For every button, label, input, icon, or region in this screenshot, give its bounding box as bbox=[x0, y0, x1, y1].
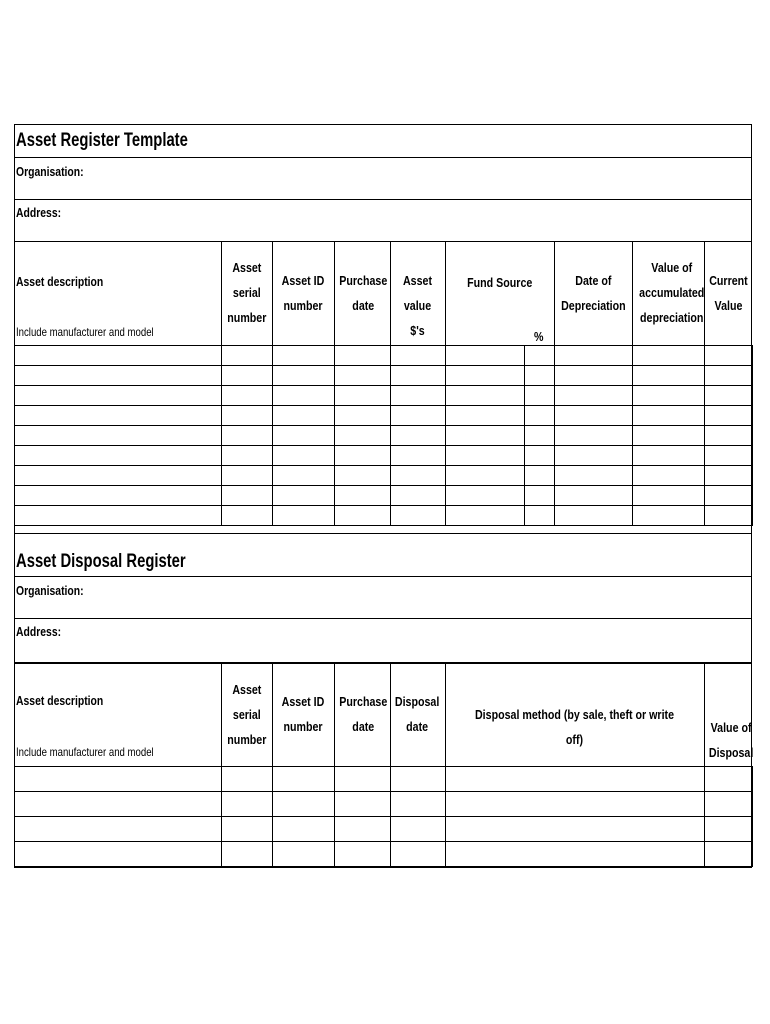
asset-disposal-cell[interactable] bbox=[15, 842, 222, 867]
divider bbox=[334, 241, 335, 345]
divider bbox=[272, 662, 273, 766]
asset-register-cell[interactable] bbox=[391, 506, 446, 526]
asset-register-row bbox=[15, 346, 753, 366]
asset-register-cell[interactable] bbox=[555, 466, 633, 486]
col-asset-value: Asset value $'s bbox=[402, 273, 433, 338]
asset-register-cell[interactable] bbox=[273, 446, 335, 466]
col-asset-description: Asset description bbox=[16, 274, 104, 289]
col-date-of-depreciation: Date of Depreciation bbox=[561, 273, 626, 313]
col-purchase-date: Purchase date bbox=[339, 273, 388, 313]
asset-register-cell[interactable] bbox=[705, 466, 753, 486]
asset-register-cell[interactable] bbox=[705, 366, 753, 386]
asset-disposal-title: Asset Disposal Register bbox=[16, 551, 186, 572]
divider bbox=[14, 662, 752, 664]
asset-register-cell[interactable] bbox=[15, 446, 222, 466]
asset-register-cell[interactable] bbox=[446, 426, 525, 446]
asset-register-cell[interactable] bbox=[273, 506, 335, 526]
asset-register-cell[interactable] bbox=[633, 346, 705, 366]
asset-disposal-cell[interactable] bbox=[446, 842, 705, 867]
asset-register-cell[interactable] bbox=[555, 486, 633, 506]
divider bbox=[14, 241, 752, 242]
asset-register-row bbox=[15, 426, 753, 446]
disposal-col-asset-serial-number: Asset serial number bbox=[226, 682, 267, 747]
asset-register-cell[interactable] bbox=[222, 346, 273, 366]
asset-register-cell[interactable] bbox=[555, 406, 633, 426]
asset-register-cell[interactable] bbox=[335, 506, 391, 526]
asset-disposal-cell[interactable] bbox=[391, 842, 446, 867]
disposal-col-disposal-date: Disposal date bbox=[395, 694, 440, 734]
asset-disposal-cell[interactable] bbox=[446, 792, 705, 817]
asset-disposal-cell[interactable] bbox=[222, 817, 273, 842]
divider bbox=[704, 662, 705, 766]
divider bbox=[14, 157, 752, 158]
asset-disposal-cell[interactable] bbox=[705, 792, 753, 817]
address-label: Address: bbox=[16, 205, 62, 220]
asset-register-cell[interactable] bbox=[555, 446, 633, 466]
asset-register-cell[interactable] bbox=[555, 506, 633, 526]
divider bbox=[14, 618, 752, 619]
asset-register-cell[interactable] bbox=[633, 406, 705, 426]
asset-register-cell[interactable] bbox=[705, 506, 753, 526]
asset-disposal-cell[interactable] bbox=[391, 767, 446, 792]
asset-disposal-cell[interactable] bbox=[335, 792, 391, 817]
asset-disposal-cell[interactable] bbox=[705, 817, 753, 842]
asset-register-cell[interactable] bbox=[525, 406, 555, 426]
divider bbox=[445, 662, 446, 766]
col-current-value: Current Value bbox=[708, 273, 748, 313]
asset-disposal-table bbox=[14, 766, 753, 867]
asset-disposal-cell[interactable] bbox=[446, 817, 705, 842]
asset-register-cell[interactable] bbox=[525, 466, 555, 486]
asset-register-cell[interactable] bbox=[446, 406, 525, 426]
divider bbox=[390, 662, 391, 766]
col-asset-description-note: Include manufacturer and model bbox=[16, 325, 154, 339]
asset-disposal-cell[interactable] bbox=[391, 817, 446, 842]
col-fund-source: Fund Source bbox=[466, 275, 533, 290]
asset-disposal-cell[interactable] bbox=[335, 817, 391, 842]
asset-register-cell[interactable] bbox=[222, 406, 273, 426]
asset-register-cell[interactable] bbox=[633, 506, 705, 526]
asset-register-cell[interactable] bbox=[555, 426, 633, 446]
divider bbox=[14, 199, 752, 200]
asset-disposal-cell[interactable] bbox=[15, 792, 222, 817]
col-value-accumulated-depreciation: Value of accumulated depreciation bbox=[639, 260, 705, 325]
asset-register-cell[interactable] bbox=[222, 486, 273, 506]
divider bbox=[632, 241, 633, 345]
asset-register-cell[interactable] bbox=[335, 486, 391, 506]
col-asset-id-number: Asset ID number bbox=[281, 273, 325, 313]
asset-register-cell[interactable] bbox=[525, 446, 555, 466]
disposal-col-value-of-disposal: Value of Disposal bbox=[708, 720, 754, 760]
asset-register-cell[interactable] bbox=[525, 346, 555, 366]
asset-register-cell[interactable] bbox=[391, 406, 446, 426]
asset-register-cell[interactable] bbox=[15, 386, 222, 406]
asset-register-row bbox=[15, 506, 753, 526]
asset-register-cell[interactable] bbox=[555, 346, 633, 366]
disposal-organisation-label: Organisation: bbox=[16, 583, 84, 598]
asset-register-row bbox=[15, 406, 753, 426]
asset-register-cell[interactable] bbox=[446, 366, 525, 386]
asset-register-cell[interactable] bbox=[222, 426, 273, 446]
asset-register-cell[interactable] bbox=[391, 386, 446, 406]
asset-disposal-cell[interactable] bbox=[222, 792, 273, 817]
col-asset-serial-number: Asset serial number bbox=[226, 260, 267, 325]
asset-disposal-cell[interactable] bbox=[705, 767, 753, 792]
asset-register-cell[interactable] bbox=[391, 486, 446, 506]
asset-register-cell[interactable] bbox=[446, 446, 525, 466]
asset-register-cell[interactable] bbox=[705, 446, 753, 466]
asset-register-cell[interactable] bbox=[633, 366, 705, 386]
asset-register-cell[interactable] bbox=[222, 466, 273, 486]
divider bbox=[554, 241, 555, 345]
asset-disposal-row bbox=[15, 767, 753, 792]
asset-register-cell[interactable] bbox=[15, 466, 222, 486]
asset-disposal-row bbox=[15, 817, 753, 842]
asset-register-cell[interactable] bbox=[446, 466, 525, 486]
asset-register-cell[interactable] bbox=[335, 406, 391, 426]
asset-register-cell[interactable] bbox=[633, 446, 705, 466]
asset-disposal-row bbox=[15, 792, 753, 817]
asset-register-row bbox=[15, 466, 753, 486]
asset-disposal-cell[interactable] bbox=[705, 842, 753, 867]
asset-disposal-cell[interactable] bbox=[446, 767, 705, 792]
asset-register-cell[interactable] bbox=[15, 366, 222, 386]
asset-disposal-cell[interactable] bbox=[273, 767, 335, 792]
asset-register-cell[interactable] bbox=[273, 406, 335, 426]
asset-register-cell[interactable] bbox=[391, 446, 446, 466]
divider bbox=[272, 241, 273, 345]
divider bbox=[221, 241, 222, 345]
asset-disposal-cell[interactable] bbox=[15, 817, 222, 842]
divider bbox=[14, 576, 752, 577]
asset-register-row bbox=[15, 446, 753, 466]
asset-register-cell[interactable] bbox=[391, 366, 446, 386]
asset-register-cell[interactable] bbox=[705, 486, 753, 506]
asset-register-cell[interactable] bbox=[525, 386, 555, 406]
disposal-col-asset-description: Asset description bbox=[16, 693, 104, 708]
asset-register-cell[interactable] bbox=[273, 486, 335, 506]
asset-register-cell[interactable] bbox=[391, 346, 446, 366]
asset-register-cell[interactable] bbox=[15, 486, 222, 506]
asset-register-cell[interactable] bbox=[555, 366, 633, 386]
asset-register-cell[interactable] bbox=[446, 386, 525, 406]
asset-register-cell[interactable] bbox=[15, 426, 222, 446]
asset-register-cell[interactable] bbox=[525, 486, 555, 506]
organisation-label: Organisation: bbox=[16, 164, 84, 179]
asset-disposal-cell[interactable] bbox=[15, 767, 222, 792]
asset-register-cell[interactable] bbox=[15, 406, 222, 426]
asset-register-cell[interactable] bbox=[222, 366, 273, 386]
asset-register-cell[interactable] bbox=[273, 366, 335, 386]
disposal-col-disposal-method: Disposal method (by sale, theft or write off) bbox=[474, 707, 675, 747]
asset-register-cell[interactable] bbox=[705, 386, 753, 406]
asset-register-cell[interactable] bbox=[222, 506, 273, 526]
asset-register-cell[interactable] bbox=[633, 426, 705, 446]
disposal-col-purchase-date: Purchase date bbox=[339, 694, 388, 734]
disposal-address-label: Address: bbox=[16, 624, 62, 639]
asset-register-cell[interactable] bbox=[705, 426, 753, 446]
divider bbox=[390, 241, 391, 345]
divider bbox=[704, 241, 705, 345]
asset-register-row bbox=[15, 486, 753, 506]
asset-register-cell[interactable] bbox=[273, 386, 335, 406]
asset-register-cell[interactable] bbox=[391, 466, 446, 486]
asset-register-cell[interactable] bbox=[273, 466, 335, 486]
asset-register-cell[interactable] bbox=[633, 466, 705, 486]
asset-register-cell[interactable] bbox=[555, 386, 633, 406]
asset-register-cell[interactable] bbox=[335, 386, 391, 406]
asset-register-row bbox=[15, 386, 753, 406]
asset-register-cell[interactable] bbox=[633, 486, 705, 506]
asset-disposal-cell[interactable] bbox=[391, 792, 446, 817]
asset-register-row bbox=[15, 366, 753, 386]
disposal-col-asset-id-number: Asset ID number bbox=[281, 694, 325, 734]
asset-disposal-row bbox=[15, 842, 753, 867]
asset-register-cell[interactable] bbox=[273, 346, 335, 366]
divider bbox=[221, 662, 222, 766]
asset-register-cell[interactable] bbox=[335, 446, 391, 466]
asset-register-cell[interactable] bbox=[446, 346, 525, 366]
asset-disposal-cell[interactable] bbox=[335, 842, 391, 867]
asset-register-cell[interactable] bbox=[705, 406, 753, 426]
asset-register-cell[interactable] bbox=[633, 386, 705, 406]
asset-register-table bbox=[14, 345, 753, 526]
asset-disposal-cell[interactable] bbox=[222, 842, 273, 867]
asset-register-title: Asset Register Template bbox=[16, 130, 188, 151]
divider bbox=[445, 241, 446, 345]
asset-disposal-cell[interactable] bbox=[273, 817, 335, 842]
asset-register-cell[interactable] bbox=[335, 466, 391, 486]
asset-register-cell[interactable] bbox=[15, 346, 222, 366]
asset-disposal-cell[interactable] bbox=[273, 792, 335, 817]
asset-register-cell[interactable] bbox=[705, 346, 753, 366]
asset-register-cell[interactable] bbox=[391, 426, 446, 446]
asset-disposal-cell[interactable] bbox=[273, 842, 335, 867]
disposal-col-asset-description-note: Include manufacturer and model bbox=[16, 745, 154, 759]
asset-register-cell[interactable] bbox=[525, 506, 555, 526]
asset-disposal-cell[interactable] bbox=[222, 767, 273, 792]
divider bbox=[334, 662, 335, 766]
asset-register-cell[interactable] bbox=[222, 446, 273, 466]
asset-register-cell[interactable] bbox=[15, 506, 222, 526]
asset-register-cell[interactable] bbox=[446, 506, 525, 526]
asset-register-cell[interactable] bbox=[525, 366, 555, 386]
asset-register-cell[interactable] bbox=[335, 346, 391, 366]
asset-register-cell[interactable] bbox=[335, 426, 391, 446]
asset-register-cell[interactable] bbox=[525, 426, 555, 446]
asset-disposal-cell[interactable] bbox=[335, 767, 391, 792]
asset-register-cell[interactable] bbox=[273, 426, 335, 446]
asset-register-cell[interactable] bbox=[335, 366, 391, 386]
col-fund-source-percent: % bbox=[534, 329, 544, 344]
asset-register-cell[interactable] bbox=[446, 486, 525, 506]
asset-register-cell[interactable] bbox=[222, 386, 273, 406]
